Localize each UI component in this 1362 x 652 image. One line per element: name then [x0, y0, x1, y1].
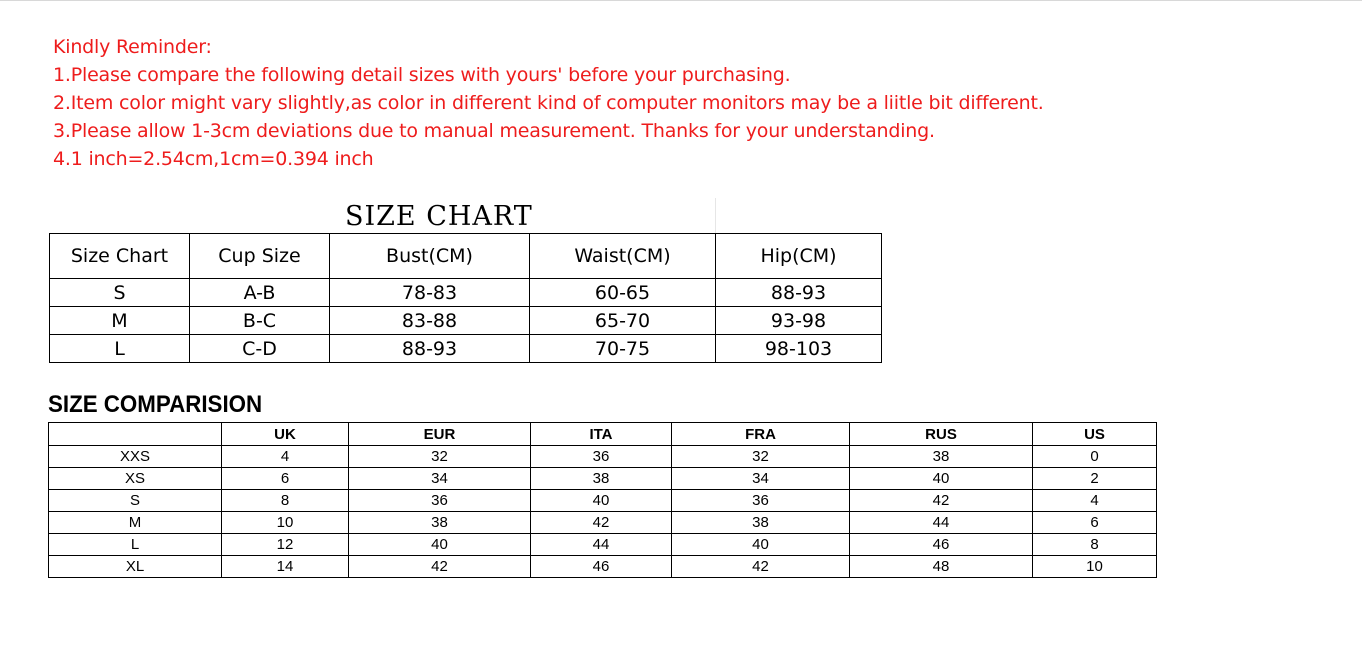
table-row	[49, 446, 1157, 468]
table-row	[49, 534, 1157, 556]
uk-cell: 4	[222, 446, 349, 468]
header-rus: RUS	[850, 423, 1033, 446]
header-uk: UK	[222, 423, 349, 446]
eur-cell: 34	[349, 468, 531, 490]
reminder-line-1: 1.Please compare the following detail sizes with yours' before your purchasing.	[53, 64, 791, 86]
size-chart-title: SIZE CHART	[345, 201, 533, 232]
uk-cell: 12	[222, 534, 349, 556]
fra-cell: 34	[672, 468, 850, 490]
uk-cell: 14	[222, 556, 349, 578]
table-row	[49, 490, 1157, 512]
ita-cell: 42	[531, 512, 672, 534]
bust-cell: 83-88	[330, 307, 530, 335]
bust-cell: 78-83	[330, 279, 530, 307]
rus-cell: 42	[850, 490, 1033, 512]
size-cell: S	[50, 279, 190, 307]
size-cell: M	[49, 512, 222, 534]
table-row	[50, 279, 882, 307]
comparison-header-row	[49, 423, 1157, 446]
uk-cell: 6	[222, 468, 349, 490]
us-cell: 4	[1033, 490, 1157, 512]
divider-line	[715, 198, 716, 233]
size-chart-header-row	[50, 234, 882, 279]
ita-cell: 40	[531, 490, 672, 512]
uk-cell: 10	[222, 512, 349, 534]
header-bust: Bust(CM)	[330, 234, 530, 279]
us-cell: 8	[1033, 534, 1157, 556]
size-cell: M	[50, 307, 190, 335]
eur-cell: 42	[349, 556, 531, 578]
table-row	[50, 307, 882, 335]
reminder-line-3: 3.Please allow 1-3cm deviations due to manual measurement. Thanks for your understanding.	[53, 120, 935, 142]
header-size-chart: Size Chart	[50, 234, 190, 279]
fra-cell: 42	[672, 556, 850, 578]
fra-cell: 36	[672, 490, 850, 512]
ita-cell: 38	[531, 468, 672, 490]
header-fra: FRA	[672, 423, 850, 446]
reminder-line-4: 4.1 inch=2.54cm,1cm=0.394 inch	[53, 148, 374, 170]
us-cell: 10	[1033, 556, 1157, 578]
rus-cell: 48	[850, 556, 1033, 578]
reminder-line-2: 2.Item color might vary slightly,as color in different kind of computer monitors may be a liitle bit different.	[53, 92, 1044, 114]
cup-cell: A-B	[190, 279, 330, 307]
size-chart-table	[49, 233, 882, 363]
header-hip: Hip(CM)	[716, 234, 882, 279]
hip-cell: 93-98	[716, 307, 882, 335]
rus-cell: 46	[850, 534, 1033, 556]
size-cell: S	[49, 490, 222, 512]
eur-cell: 36	[349, 490, 531, 512]
hip-cell: 98-103	[716, 335, 882, 363]
cup-cell: B-C	[190, 307, 330, 335]
size-cell: L	[50, 335, 190, 363]
header-waist: Waist(CM)	[530, 234, 716, 279]
size-cell: XXS	[49, 446, 222, 468]
size-comparison-table	[48, 422, 1157, 578]
ita-cell: 36	[531, 446, 672, 468]
fra-cell: 38	[672, 512, 850, 534]
table-row	[49, 468, 1157, 490]
hip-cell: 88-93	[716, 279, 882, 307]
table-row	[50, 335, 882, 363]
size-cell: XS	[49, 468, 222, 490]
fra-cell: 32	[672, 446, 850, 468]
cup-cell: C-D	[190, 335, 330, 363]
table-row	[49, 556, 1157, 578]
header-eur: EUR	[349, 423, 531, 446]
reminder-heading: Kindly Reminder:	[53, 36, 212, 58]
rus-cell: 38	[850, 446, 1033, 468]
fra-cell: 40	[672, 534, 850, 556]
waist-cell: 65-70	[530, 307, 716, 335]
header-cup-size: Cup Size	[190, 234, 330, 279]
waist-cell: 60-65	[530, 279, 716, 307]
header-blank	[49, 423, 222, 446]
size-cell: L	[49, 534, 222, 556]
table-row	[49, 512, 1157, 534]
uk-cell: 8	[222, 490, 349, 512]
rus-cell: 40	[850, 468, 1033, 490]
rus-cell: 44	[850, 512, 1033, 534]
kindly-reminder	[53, 33, 1044, 173]
size-comparison-title: SIZE COMPARISION	[48, 391, 263, 418]
us-cell: 6	[1033, 512, 1157, 534]
us-cell: 2	[1033, 468, 1157, 490]
eur-cell: 32	[349, 446, 531, 468]
header-us: US	[1033, 423, 1157, 446]
us-cell: 0	[1033, 446, 1157, 468]
bust-cell: 88-93	[330, 335, 530, 363]
ita-cell: 46	[531, 556, 672, 578]
eur-cell: 40	[349, 534, 531, 556]
header-ita: ITA	[531, 423, 672, 446]
waist-cell: 70-75	[530, 335, 716, 363]
eur-cell: 38	[349, 512, 531, 534]
size-cell: XL	[49, 556, 222, 578]
ita-cell: 44	[531, 534, 672, 556]
top-border-line	[0, 0, 1362, 1]
